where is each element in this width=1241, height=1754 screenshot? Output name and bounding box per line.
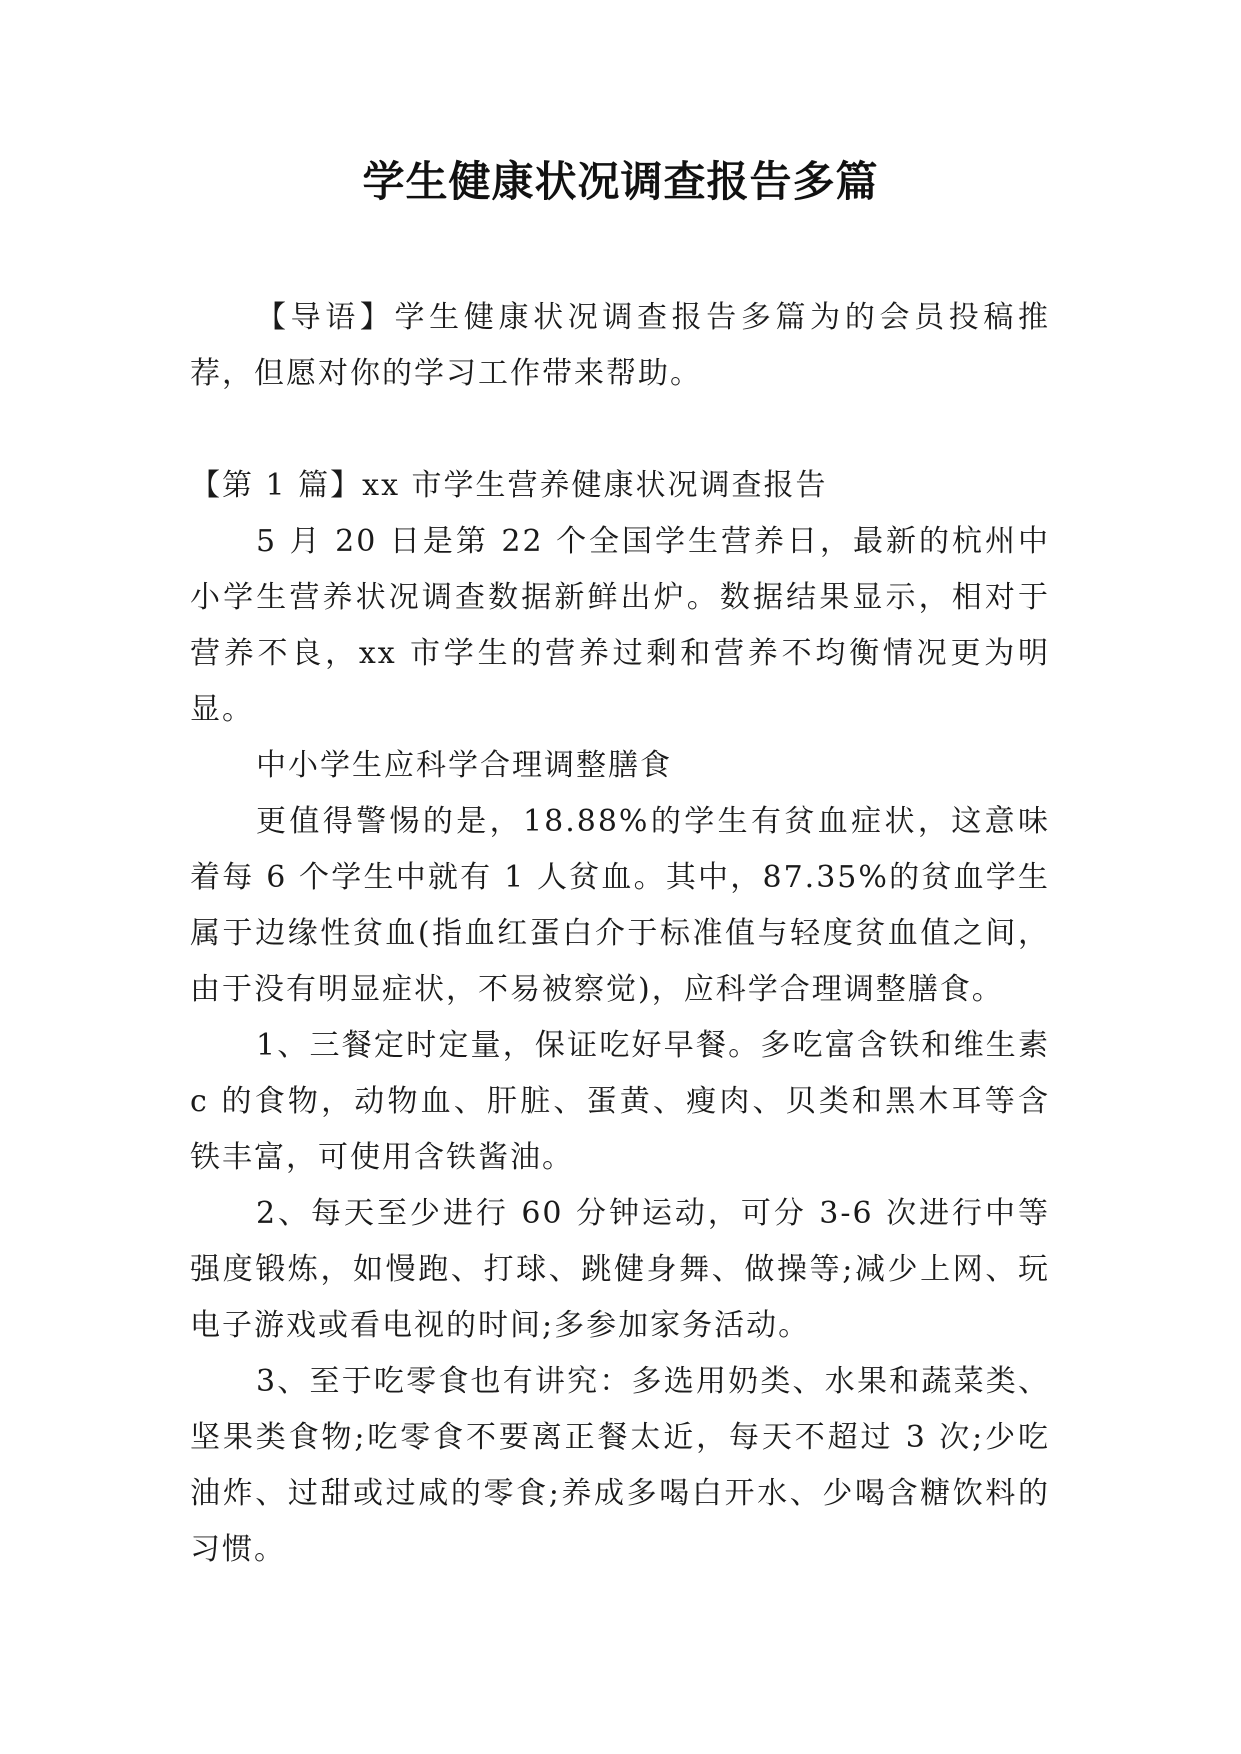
paragraph-spacer bbox=[190, 402, 1050, 458]
body-paragraph: 更值得警惕的是，18.88%的学生有贫血症状，这意味着每 6 个学生中就有 1 人贫血。其中，87.35%的贫血学生属于边缘性贫血(指血红蛋白介于标准值与轻度贫血值之间，由于没有明显症状，不易被察觉)，应科学合理调整膳食。 bbox=[190, 804, 1050, 1007]
subheading-paragraph: 中小学生应科学合理调整膳食 bbox=[256, 748, 672, 783]
list-item-paragraph: 3、至于吃零食也有讲究：多选用奶类、水果和蔬菜类、坚果类食物;吃零食不要离正餐太近，每天不超过 3 次;少吃油炸、过甜或过咸的零食;养成多喝白开水、少喝含糖饮料的习惯。 bbox=[190, 1364, 1050, 1567]
document-body bbox=[190, 290, 1050, 1578]
intro-paragraph: 【导语】学生健康状况调查报告多篇为的会员投稿推荐，但愿对你的学习工作带来帮助。 bbox=[190, 300, 1050, 391]
document-title: 学生健康状况调查报告多篇 bbox=[362, 157, 879, 206]
body-paragraph: 5 月 20 日是第 22 个全国学生营养日，最新的杭州中小学生营养状况调查数据新鲜出炉。数据结果显示，相对于营养不良，xx 市学生的营养过剩和营养不均衡情况更为明显。 bbox=[190, 524, 1050, 727]
list-item-paragraph: 1、三餐定时定量，保证吃好早餐。多吃富含铁和维生素 c 的食物，动物血、肝脏、蛋黄、瘦肉、贝类和黑木耳等含铁丰富，可使用含铁酱油。 bbox=[190, 1028, 1050, 1175]
section-heading: 【第 1 篇】xx 市学生营养健康状况调查报告 bbox=[190, 468, 828, 503]
list-item-paragraph: 2、每天至少进行 60 分钟运动，可分 3-6 次进行中等强度锻炼，如慢跑、打球、跳健身舞、做操等;减少上网、玩电子游戏或看电视的时间;多参加家务活动。 bbox=[190, 1196, 1050, 1343]
